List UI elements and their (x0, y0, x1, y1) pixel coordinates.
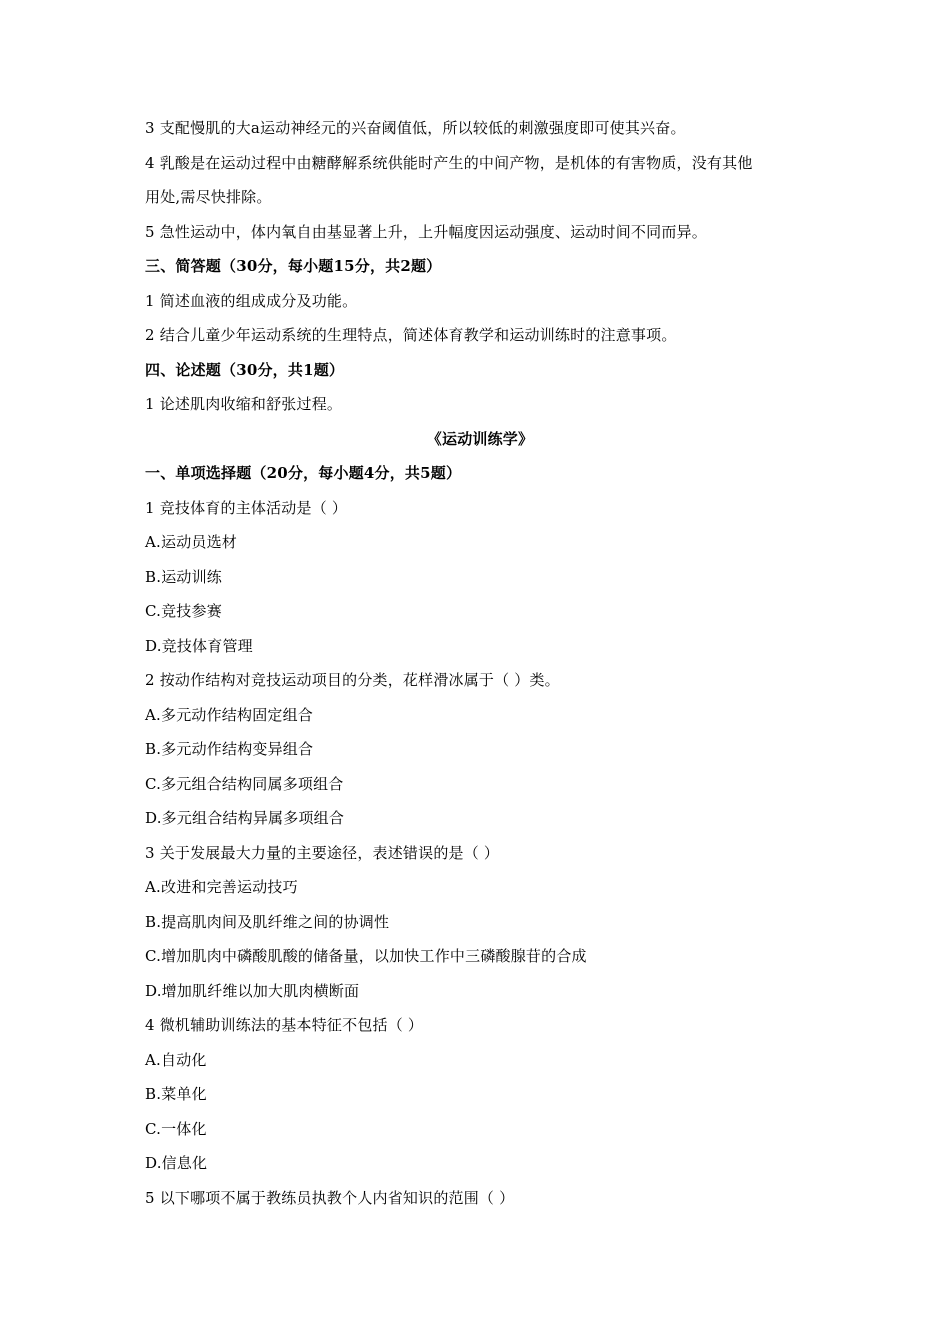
question-2-option-a: A.多元动作结构固定组合 (145, 705, 314, 724)
question-3-option-a: A.改进和完善运动技巧 (145, 878, 298, 896)
question-4-option-a: A.自动化 (145, 1050, 207, 1069)
question-4-option-b: B.菜单化 (145, 1085, 207, 1103)
essay-heading: 四、论述题（30分，共1题） (145, 360, 345, 379)
question-2-stem: 2 按动作结构对竞技运动项目的分类，花样滑冰属于（ ）类。 (145, 671, 560, 689)
question-2-option-d: D.多元组合结构异属多项组合 (145, 809, 345, 827)
question-4-option-d: D.信息化 (145, 1154, 208, 1172)
short-answer-item-1: 1 简述血液的组成成分及功能。 (145, 291, 358, 310)
question-3-option-b: B.提高肌肉间及肌纤维之间的协调性 (145, 912, 390, 931)
tf-item-3: 3 支配慢肌的大a运动神经元的兴奋阈值低，所以较低的刺激强度即可使其兴奋。 (145, 119, 686, 137)
question-4-option-c: C.一体化 (145, 1119, 207, 1138)
question-4-stem: 4 微机辅助训练法的基本特征不包括（ ） (145, 1016, 424, 1034)
question-2-option-c: C.多元组合结构同属多项组合 (145, 774, 344, 793)
tf-item-4: 4 乳酸是在运动过程中由糖酵解系统供能时产生的中间产物，是机体的有害物质，没有其他 (145, 153, 753, 172)
question-5-stem: 5 以下哪项不属于教练员执教个人内省知识的范围（ ） (145, 1188, 515, 1207)
question-1-option-d: D.竞技体育管理 (145, 636, 253, 655)
question-1-stem: 1 竞技体育的主体活动是（ ） (145, 498, 348, 517)
section-title: 《运动训练学》 (426, 429, 534, 448)
question-2-option-b: B.多元动作结构变异组合 (145, 740, 314, 758)
mc-heading: 一、单项选择题（20分，每小题4分，共5题） (145, 464, 462, 482)
question-3-option-d: D.增加肌纤维以加大肌肉横断面 (145, 981, 360, 1000)
document-page (145, 111, 815, 1215)
tf-item-5: 5 急性运动中，体内氧自由基显著上升，上升幅度因运动强度、运动时间不同而异。 (145, 222, 707, 241)
essay-item-1: 1 论述肌肉收缩和舒张过程。 (145, 395, 343, 413)
question-3-stem: 3 关于发展最大力量的主要途径，表述错误的是（ ） (145, 843, 500, 862)
question-1-option-b: B.运动训练 (145, 567, 222, 586)
question-3-option-c: C.增加肌肉中磷酸肌酸的储备量，以加快工作中三磷酸腺苷的合成 (145, 947, 587, 965)
short-answer-item-2: 2 结合儿童少年运动系统的生理特点，简述体育教学和运动训练时的注意事项。 (145, 326, 677, 344)
short-answer-heading: 三、简答题（30分，每小题15分，共2题） (145, 257, 442, 275)
tf-item-4-continued: 用处,需尽快排除。 (145, 188, 272, 206)
question-1-option-a: A.运动员选材 (145, 533, 238, 551)
question-1-option-c: C.竞技参赛 (145, 602, 222, 620)
